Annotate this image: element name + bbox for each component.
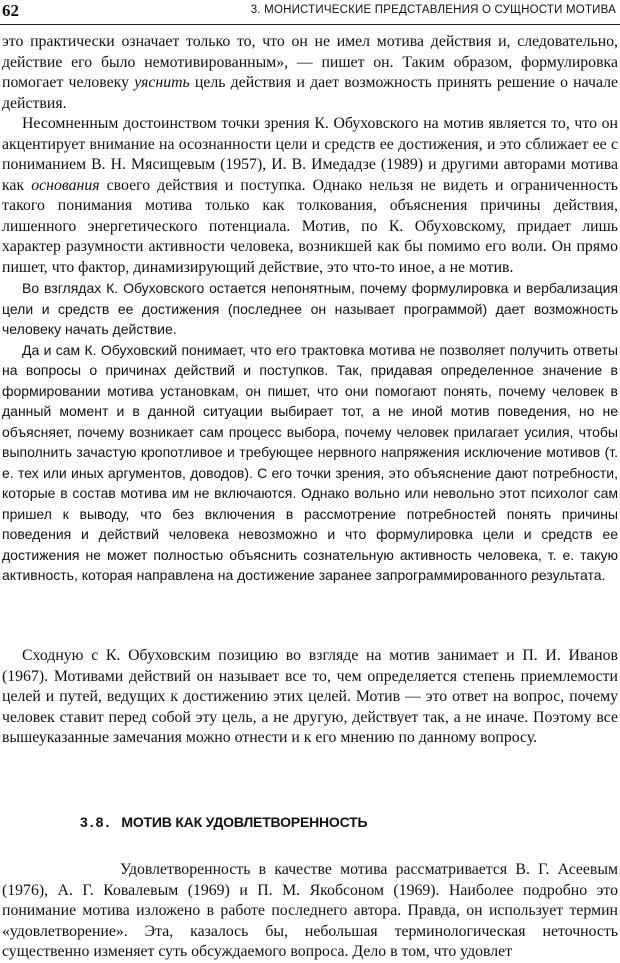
paragraph-1-text-b: цель действия и дает возможность принять решение о начале действия. xyxy=(2,74,619,112)
header-rule xyxy=(0,24,620,25)
paragraph-3: Во взглядах К. Обуховского остается непонятным, почему формулировка и вербализация цели и средств ее достижения (последнее он называет программой) дает возможность человеку начать действие. xyxy=(2,280,618,337)
emphasis-uyasnit: уяснить xyxy=(134,74,190,91)
paragraph-5: Сходную с К. Обуховским позицию во взгляде на мотив занимает и П. И. Иванов (1967). Мотивами действий он называет все то, чем определяется степень приемлемости целей и путей, ведущих к достижению этих целей. Мотив — это ответ на вопрос, почему человек ставит перед собой эту цель, а не другую, действует так, а не иначе. Поэтому все вышеуказанные замечания можно отнести и к его мнению по данному вопросу. xyxy=(2,647,618,746)
paragraph-2 xyxy=(2,114,618,278)
page-header xyxy=(0,0,620,26)
running-title: 3. МОНИСТИЧЕСКИЕ ПРЕДСТАВЛЕНИЯ О СУЩНОСТИ МОТИВА xyxy=(250,4,616,16)
paragraph-1 xyxy=(2,32,618,114)
section-heading xyxy=(80,814,367,830)
paragraph-2-text-b: своего действия и поступка. Однако нельзя не видеть и ограниченность такого понимания мотива только как толкования, объяснения причины действия, лишенного энергетического потенциала. Мотив, по К. Обуховскому, придает лишь характер разумности активности человека, возникшей как бы помимо его воли. Он прямо пишет, что фактор, динамизирующий действие, это что-то иное, а не мотив. xyxy=(2,176,618,276)
section-title: МОТИВ КАК УДОВЛЕТВОРЕННОСТЬ xyxy=(121,814,368,830)
paragraph-6: Удовлетворенность в качестве мотива рассматривается В. Г. Асеевым (1976), А. Г. Ковалевым (1969) и П. М. Якобсоном (1969). Наиболее подробно это понимание мотива изложено в работе последнего автора. Правда, он использует термин «удовлетворение». Эта, казалось бы, небольшая терминологическая неточность существенно изменяет суть обсуждаемого вопроса. Дело в том, что удовлет xyxy=(2,861,618,960)
text-block-section xyxy=(2,860,618,963)
paragraph-4: Да и сам К. Обуховский понимает, что его трактовка мотива не позволяет получить ответы на вопросы о причинах действий и поступков. Так, придавая определенное значение в формировании мотива установкам, он пишет, что они помогают понять, почему человек в данный момент и в данной ситуации выбирает тот, а не иной мотив поведения, но не объясняет, почему возникает сам процесс выбора, почему человек прилагает усилия, чтобы выполнить зачастую кропотливое и требующее нервного напряжения исключение мотивов (т. е. тех или иных аргументов, доводов). С его точки зрения, это объяснение дают потребности, которые в состав мотива им не включаются. Однако вольно или невольно этот психолог сам пришел к выводу, что без включения в рассмотрение потребностей понять причины поведения и действий человека невозможно и что формулировка цели и средств ее достижения не может полностью объяснить сознательную активность человека, т. е. такую активность, которая направлена на достижение заранее запрограммированного результата. xyxy=(2,341,618,583)
text-block-upper xyxy=(2,32,618,586)
text-block-lower xyxy=(2,646,618,749)
paragraph-1-text-a: это практически означает только то, что он не имел мотива действия и, следовательно, действие его было немотивированным», — пишет он. Таким образом, формулировка помогает человеку xyxy=(2,33,618,91)
page-number: 62 xyxy=(2,1,19,20)
emphasis-osnovaniya: основания xyxy=(31,176,100,194)
section-number: 3.8. xyxy=(80,814,112,830)
paragraph-2-text-a: Несомненным достоинством точки зрения К. Обуховского на мотив является то, что он акцентирует внимание на осознанности цели и средств ее достижения, и это сближает ее с пониманием В. Н. Мясищевым (1957), И. В. Имедадзе (1989) и другими авторами мотива как xyxy=(2,115,618,194)
